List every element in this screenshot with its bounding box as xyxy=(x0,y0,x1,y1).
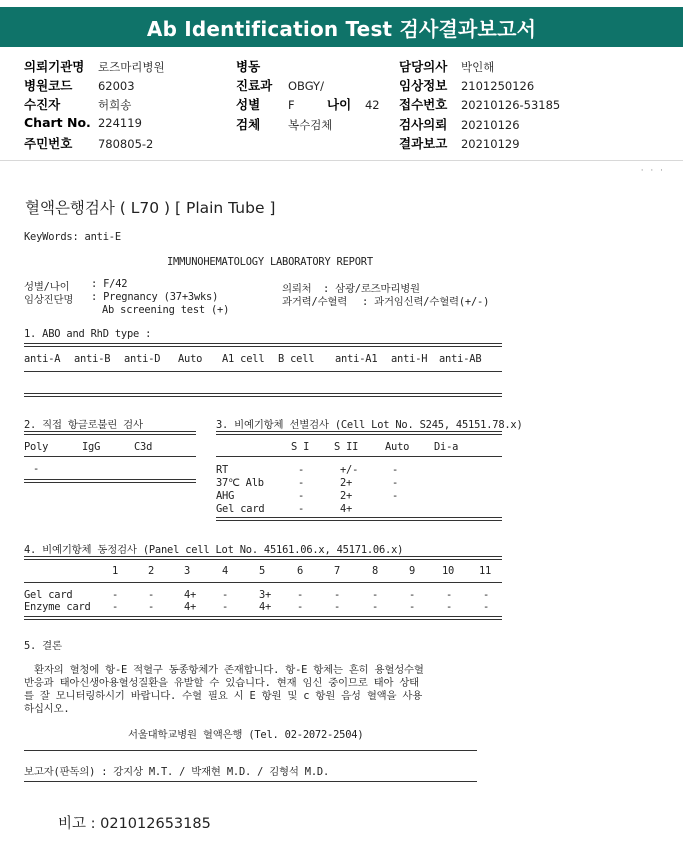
s4-header: 10 xyxy=(442,565,455,577)
info-chart-no xyxy=(24,115,142,130)
s4-cell: - xyxy=(297,601,304,613)
s4-cell: - xyxy=(372,601,379,613)
info-label: 병동 xyxy=(236,59,261,74)
info-value: 42 xyxy=(364,98,380,112)
info-value: 62003 xyxy=(97,79,135,93)
s4-cell: - xyxy=(483,601,490,613)
s4-header: 5 xyxy=(259,565,266,577)
section-title: 혈액은행검사 ( L70 ) [ Plain Tube ] xyxy=(25,199,276,217)
s4-cell: - xyxy=(222,589,229,601)
reporter-bottom-rule xyxy=(24,781,477,782)
info-patient xyxy=(24,95,131,113)
info-dept xyxy=(236,76,324,94)
s4-bottom-rule xyxy=(24,616,502,620)
info-value: 780805-2 xyxy=(97,137,154,151)
info-label: 임상정보 xyxy=(399,78,448,93)
info-value: 허희송 xyxy=(97,98,132,112)
report-title: Ab Identification Test 검사결과보고서 xyxy=(146,16,537,41)
info-request xyxy=(399,115,520,133)
s2-header-igg: IgG xyxy=(82,441,101,453)
s3-cell: 4+ xyxy=(340,503,353,515)
footer-note: 비고 : 021012653185 xyxy=(58,816,211,832)
s1-header-anti-d: anti-D xyxy=(124,353,161,365)
s4-title: 4. 비예기항체 동정검사 (Panel cell Lot No. 45161.06.x, 45171.06.x) xyxy=(24,544,404,556)
s4-header: 2 xyxy=(148,565,155,577)
s4-cell: 4+ xyxy=(184,601,197,613)
info-clinical xyxy=(399,76,534,94)
s4-cell: - xyxy=(409,589,416,601)
s4-header: 6 xyxy=(297,565,304,577)
s4-cell: 3+ xyxy=(259,589,272,601)
s3-row-label: Gel card xyxy=(216,503,265,515)
corner-dots: · · · xyxy=(640,166,665,176)
s3-bottom-rule xyxy=(216,517,502,521)
diagnosis-value-2: Ab screening test (+) xyxy=(102,304,230,316)
info-value: 20210126-53185 xyxy=(460,98,561,112)
info-value: F xyxy=(287,98,295,112)
s3-header-s1: S I xyxy=(291,441,310,453)
institution: 서울대학교병원 혈액은행 (Tel. 02-2072-2504) xyxy=(128,729,364,741)
s2-title: 2. 직접 항글로불린 검사 xyxy=(24,419,143,431)
info-value: 로즈마리병원 xyxy=(97,60,165,74)
s3-cell: - xyxy=(298,503,305,515)
sex-age-label: 성별/나이 xyxy=(24,281,70,293)
s1-bottom-rule xyxy=(24,393,502,397)
s3-header-s2: S II xyxy=(334,441,359,453)
s2-header-rule xyxy=(24,456,196,457)
info-doctor xyxy=(399,57,494,75)
s3-cell: - xyxy=(392,477,399,489)
s1-header-a1-cell: A1 cell xyxy=(222,353,265,365)
s4-header-rule xyxy=(24,582,502,583)
s3-cell: - xyxy=(298,490,305,502)
info-value: 2101250126 xyxy=(460,79,535,93)
s1-header-anti-h: anti-H xyxy=(391,353,428,365)
conclusion-line: 환자의 혈청에 항-E 적혈구 동종항체가 존재합니다. 항-E 항체는 흔히 용혈성수혈 xyxy=(34,664,424,676)
info-value: 20210126 xyxy=(460,118,520,132)
s1-top-rule xyxy=(24,343,502,347)
s4-header: 1 xyxy=(112,565,119,577)
s4-cell: - xyxy=(148,589,155,601)
s2-top-rule xyxy=(24,431,196,435)
s3-cell: - xyxy=(298,477,305,489)
info-value: 박인해 xyxy=(460,60,495,74)
info-value: 224119 xyxy=(97,116,142,130)
s1-header-b-cell: B cell xyxy=(278,353,315,365)
info-label: 검사의뢰 xyxy=(399,117,448,132)
diagnosis-value: : Pregnancy (37+3wks) xyxy=(91,291,219,303)
lab-report-title: IMMUNOHEMATOLOGY LABORATORY REPORT xyxy=(167,256,373,268)
info-label: 수진자 xyxy=(24,97,61,112)
s4-cell: - xyxy=(334,601,341,613)
s1-header-rule xyxy=(24,371,502,372)
s2-header-poly: Poly xyxy=(24,441,49,453)
s1-header-anti-a: anti-A xyxy=(24,353,61,365)
conclusion-line: 반응과 태아신생아용혈성질환을 유발할 수 있습니다. 현재 임신 중이므로 태아 상태 xyxy=(24,677,420,689)
s4-cell: - xyxy=(222,601,229,613)
s3-cell: - xyxy=(392,490,399,502)
s4-cell: - xyxy=(112,589,119,601)
s4-header: 7 xyxy=(334,565,341,577)
info-label: 검체 xyxy=(236,117,261,132)
s4-cell: 4+ xyxy=(184,589,197,601)
reporters: 보고자(판독의) : 강지상 M.T. / 박재현 M.D. / 김형석 M.D. xyxy=(24,766,330,778)
s4-header: 9 xyxy=(409,565,416,577)
s4-cell: - xyxy=(297,589,304,601)
s1-header-anti-b: anti-B xyxy=(74,353,111,365)
s4-cell: 4+ xyxy=(259,601,272,613)
s3-cell: 2+ xyxy=(340,490,353,502)
conclusion-line: 를 잘 모니터링하시기 바랍니다. 수혈 필요 시 E 항원 및 c 항원 음성 혈액을 사용 xyxy=(24,690,423,702)
info-report-date xyxy=(399,134,520,152)
info-label: 접수번호 xyxy=(399,97,448,112)
s4-cell: - xyxy=(409,601,416,613)
info-label: 나이 xyxy=(327,97,352,112)
reporter-top-rule xyxy=(24,750,477,751)
s3-cell: +/- xyxy=(340,464,359,476)
info-sex xyxy=(236,95,295,113)
info-hospcode xyxy=(24,76,135,94)
info-label: 의뢰기관명 xyxy=(24,59,85,74)
info-value: OBGY/ xyxy=(287,79,324,93)
info-specimen xyxy=(236,115,332,133)
s4-cell: - xyxy=(112,601,119,613)
s3-title: 3. 비예기항체 선별검사 (Cell Lot No. S245, 45151.78.x) xyxy=(216,419,523,431)
info-label: 진료과 xyxy=(236,78,273,93)
referral-value: : 삼광/로즈마리병원 xyxy=(323,283,420,295)
s4-cell: - xyxy=(446,601,453,613)
s4-cell: - xyxy=(446,589,453,601)
s4-cell: - xyxy=(148,601,155,613)
info-receipt xyxy=(399,95,560,113)
diagnosis-label: 임상진단명 xyxy=(24,294,74,306)
s3-row-label: AHG xyxy=(216,490,235,502)
s3-cell: 2+ xyxy=(340,477,353,489)
s2-header-c3d: C3d xyxy=(134,441,153,453)
info-label: 병원코드 xyxy=(24,78,73,93)
s4-top-rule xyxy=(24,556,502,560)
s4-cell: - xyxy=(334,589,341,601)
info-label: 주민번호 xyxy=(24,136,73,151)
s4-header: 11 xyxy=(479,565,492,577)
info-value: 복수검체 xyxy=(287,118,333,132)
info-label: Chart No. xyxy=(24,115,91,130)
report-title-bar xyxy=(0,7,683,47)
s2-value-poly: - xyxy=(33,463,40,475)
s3-header-di-a: Di-a xyxy=(434,441,459,453)
info-rrn xyxy=(24,134,153,152)
history-label: 과거력/수혈력 xyxy=(282,296,348,308)
history-value: : 과거임신력/수혈력(+/-) xyxy=(362,296,490,308)
info-ward xyxy=(236,57,284,75)
info-label: 성별 xyxy=(236,97,261,112)
info-age xyxy=(327,95,380,113)
info-value: 20210129 xyxy=(460,137,520,151)
s5-title: 5. 결론 xyxy=(24,640,62,652)
s4-header: 4 xyxy=(222,565,229,577)
s1-header-auto: Auto xyxy=(178,353,203,365)
s3-row-label: RT xyxy=(216,464,229,476)
s3-row-label: 37℃ Alb xyxy=(216,477,264,489)
s4-row-label: Gel card xyxy=(24,589,73,601)
s4-cell: - xyxy=(483,589,490,601)
s3-cell: - xyxy=(392,464,399,476)
conclusion-line: 하십시오. xyxy=(24,703,70,715)
header-divider xyxy=(0,160,683,161)
s4-row-label: Enzyme card xyxy=(24,601,91,613)
s4-header: 8 xyxy=(372,565,379,577)
s4-cell: - xyxy=(372,589,379,601)
info-label: 담당의사 xyxy=(399,59,448,74)
referral-label: 의뢰처 xyxy=(282,283,312,295)
s4-header: 3 xyxy=(184,565,191,577)
s3-cell: - xyxy=(298,464,305,476)
s1-header-anti-ab: anti-AB xyxy=(439,353,482,365)
s2-bottom-rule xyxy=(24,479,196,483)
keywords: KeyWords: anti-E xyxy=(24,231,121,243)
info-label: 결과보고 xyxy=(399,136,448,151)
sex-age-value: : F/42 xyxy=(91,278,128,290)
info-hospital xyxy=(24,57,165,75)
s1-title: 1. ABO and RhD type : xyxy=(24,328,152,340)
s3-top-rule xyxy=(216,431,502,435)
s1-header-anti-a1: anti-A1 xyxy=(335,353,378,365)
s3-header-rule xyxy=(216,456,502,457)
s3-header-auto: Auto xyxy=(385,441,410,453)
